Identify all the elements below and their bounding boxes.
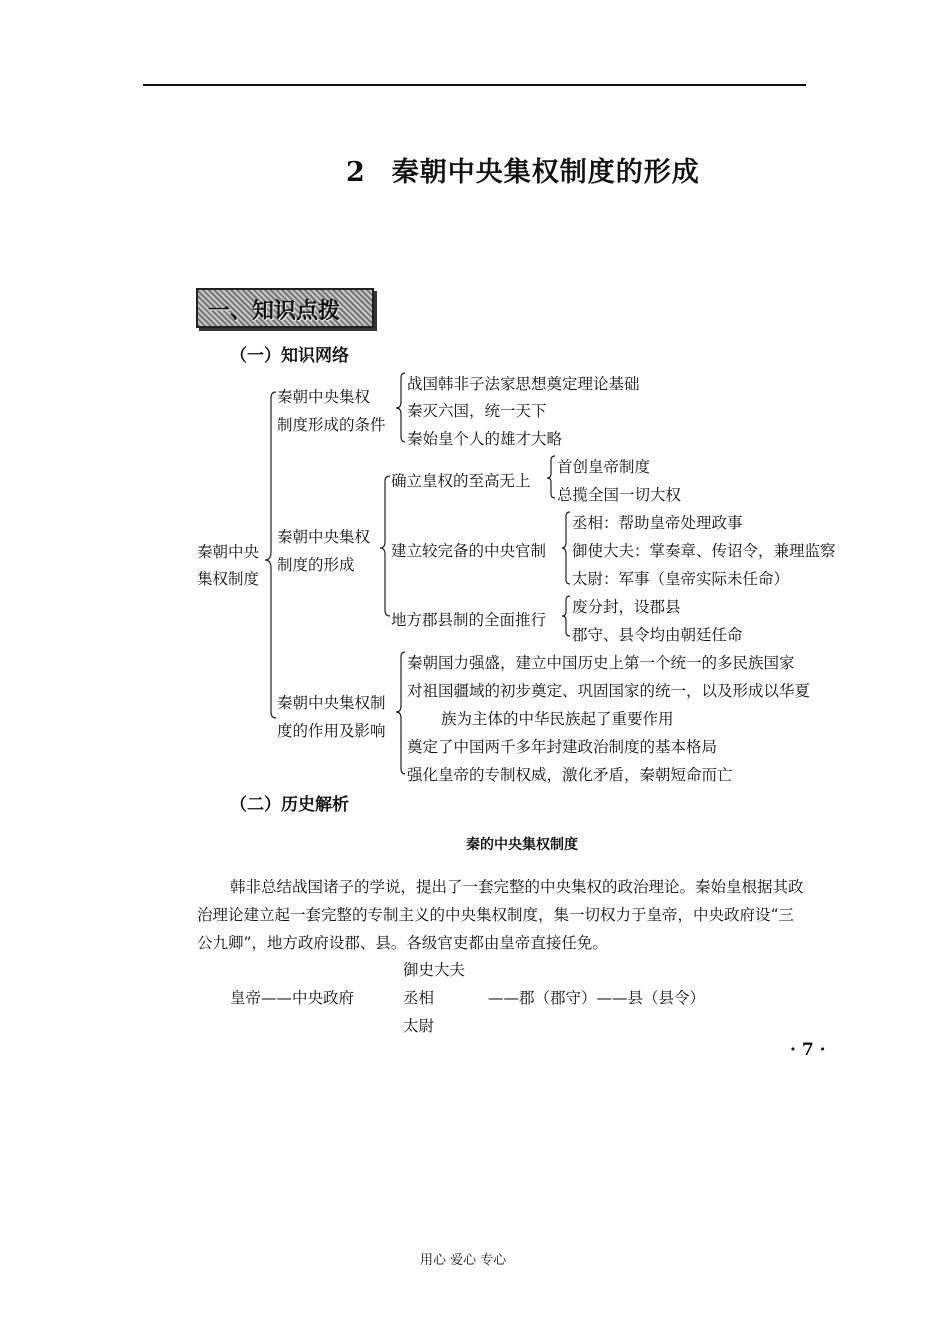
branch2-sub3-item: 郡守、县令均由朝廷任命 bbox=[572, 626, 743, 644]
banner-label: 一、知识点拨 bbox=[208, 299, 341, 324]
chapter-title: 秦朝中央集权制度的形成 bbox=[391, 157, 700, 188]
branch2-label-line1: 秦朝中央集权 bbox=[277, 528, 371, 546]
branch2-sub2-label: 建立较完备的中央官制 bbox=[391, 542, 547, 560]
official-chancellor: 丞相 bbox=[403, 989, 435, 1007]
branch3-item: 秦朝国力强盛，建立中国历史上第一个统一的多民族国家 bbox=[407, 654, 795, 672]
structure-local: ——郡（郡守）——县（县令） bbox=[488, 989, 706, 1007]
branch2-sub2-item: 御使大夫：掌奏章、传诏令，兼理监察 bbox=[572, 542, 836, 560]
official-commandant: 太尉 bbox=[403, 1017, 435, 1035]
article-line: 治理论建立起一套完整的专制主义的中央集权制度，集一切权力于皇帝，中央政府设“三 bbox=[197, 906, 794, 924]
branch3-item: 奠定了中国两千多年封建政治制度的基本格局 bbox=[407, 738, 718, 756]
branch2-label-line2: 制度的形成 bbox=[277, 556, 355, 574]
branch3-label-line1: 秦朝中央集权制 bbox=[277, 694, 386, 712]
chapter-number: 2 bbox=[346, 157, 366, 188]
page-footer: 用心 爱心 专心 bbox=[420, 1253, 507, 1268]
branch1-label-line1: 秦朝中央集权 bbox=[277, 388, 371, 406]
article-line: 公九卿”，地方政府设郡、县。各级官吏都由皇帝直接任免。 bbox=[197, 934, 608, 952]
structure-emperor-central: 皇帝——中央政府 bbox=[230, 989, 355, 1007]
branch1-item: 秦灭六国，统一天下 bbox=[407, 402, 547, 420]
branch2-sub3-item: 废分封，设郡县 bbox=[572, 598, 681, 616]
article-title: 秦的中央集权制度 bbox=[466, 837, 578, 853]
network-root-line1: 秦朝中央 bbox=[197, 543, 260, 561]
section-heading-analysis: （二）历史解析 bbox=[230, 795, 349, 815]
branch1-label-line2: 制度形成的条件 bbox=[277, 416, 386, 434]
branch2-sub2-item: 太尉：军事（皇帝实际未任命） bbox=[572, 570, 790, 588]
branch2-sub1-item: 首创皇帝制度 bbox=[557, 458, 651, 476]
branch3-item: 强化皇帝的专制权威，激化矛盾，秦朝短命而亡 bbox=[407, 766, 733, 784]
branch2-sub3-label: 地方郡县制的全面推行 bbox=[391, 611, 547, 629]
section-banner bbox=[196, 288, 374, 328]
section-heading-network: （一）知识网络 bbox=[230, 346, 349, 366]
official-censor: 御史大夫 bbox=[403, 961, 466, 979]
header-rule bbox=[143, 84, 806, 86]
branch3-item: 族为主体的中华民族起了重要作用 bbox=[441, 710, 674, 728]
branch3-item: 对祖国疆域的初步奠定、巩固国家的统一，以及形成以华夏 bbox=[407, 682, 811, 700]
page-title bbox=[346, 150, 700, 189]
branch1-item: 秦始皇个人的雄才大略 bbox=[407, 430, 563, 448]
network-root-line2: 集权制度 bbox=[197, 570, 260, 588]
branch1-item: 战国韩非子法家思想奠定理论基础 bbox=[407, 375, 640, 393]
article-line: 韩非总结战国诸子的学说，提出了一套完整的中央集权的政治理论。秦始皇根据其政 bbox=[230, 878, 804, 896]
page-number: · 7 · bbox=[790, 1040, 826, 1060]
branch2-sub1-label: 确立皇权的至高无上 bbox=[391, 472, 531, 490]
branch2-sub1-item: 总揽全国一切大权 bbox=[557, 486, 682, 504]
branch2-sub2-item: 丞相：帮助皇帝处理政事 bbox=[572, 514, 743, 532]
branch3-label-line2: 度的作用及影响 bbox=[277, 722, 386, 740]
